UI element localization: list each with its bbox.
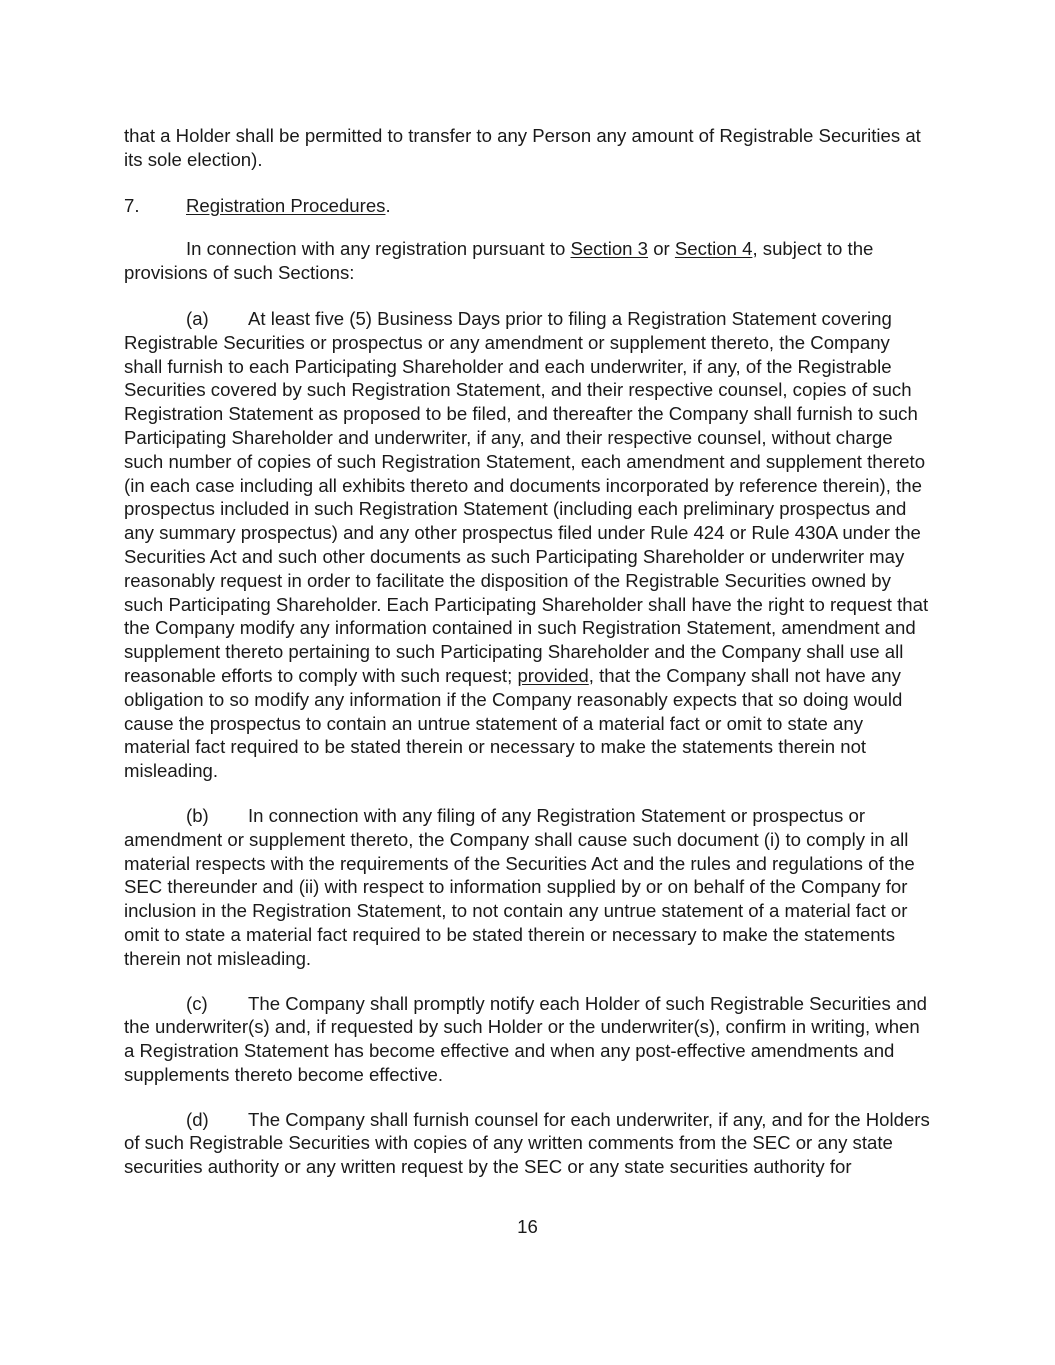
continuation-paragraph: that a Holder shall be permitted to transfer to any Person any amount of Registrable Securities at its sole election). — [124, 125, 921, 170]
intro-text-3: , subject to the provisions of such Sections: — [124, 238, 874, 284]
clause-d — [124, 1108, 930, 1179]
clause-c — [124, 992, 930, 1087]
section-number: 7. — [124, 194, 140, 216]
section-heading — [124, 194, 930, 218]
clause-label: (d) — [186, 1108, 209, 1130]
clause-text: The Company shall furnish counsel for each underwriter, if any, and for the Holders of such Registrable Securities with copies of any written comments from the SEC or any state securities authority or any written request by the SEC or any state securities authority for — [124, 1108, 930, 1178]
clause-a — [124, 307, 930, 783]
clause-label: (b) — [186, 804, 209, 826]
clause-text: In connection with any filing of any Registration Statement or prospectus or amendment or supplement thereto, the Company shall cause such document (i) to comply in all material respects with the requirements of the Securities Act and the rules and regulations of the SEC thereunder and (ii) with respect to information supplied by or on behalf of the Company for inclusion in the Registration Statement, to not contain any untrue statement of a material fact or omit to state a material fact required to be stated therein or necessary to make the statements therein not misleading. — [124, 804, 915, 969]
section-3-reference: Section 3 — [570, 238, 649, 260]
clause-text: The Company shall promptly notify each Holder of such Registrable Securities and the underwriter(s) and, if requested by such Holder or the underwriter(s), confirm in writing, when a Registration Statement has become effective and when any post-effective amendments and supplements thereto become effective. — [124, 992, 928, 1085]
document-page — [124, 124, 930, 1200]
clause-b — [124, 804, 930, 971]
clause-text: At least five (5) Business Days prior to filing a Registration Statement covering Registrable Securities or prospectus or any amendment or supplement thereto, the Company shall furnish to each Participating Shareholder and each underwriter, if any, of the Registrable Securities covered by such Registration Statement, and their respective counsel, copies of such Registration Statement as proposed to be filed, and thereafter the Company shall furnish to such Participating Shareholder and underwriter, if any, and their respective counsel, without charge such number of copies of such Registration Statement, each amendment and supplement thereto (in each case including all exhibits thereto and documents incorporated by reference therein), the prospectus included in such Registration Statement (including each preliminary prospectus and any summary prospectus) and any other prospectus filed under Rule 424 or Rule 430A under the Securities Act and such other documents as such Participating Shareholder or underwriter may reasonably request in order to facilitate the disposition of the Registrable Securities owned by such Participating Shareholder. Each Participating Shareholder shall have the right to request that the Company modify any information contained in such Registration Statement, amendment and supplement thereto pertaining to such Participating Shareholder and the Company shall use all reasonable efforts to comply with such request; — [124, 307, 929, 686]
clause-label: (a) — [186, 307, 209, 329]
section-title-period: . — [385, 194, 391, 216]
intro-text-1: In connection with any registration pursuant to — [186, 238, 571, 260]
section-4-reference: Section 4 — [674, 238, 753, 260]
intro-paragraph — [124, 237, 930, 285]
proviso-term: provided — [517, 664, 589, 686]
section-title: Registration Procedures — [186, 194, 386, 216]
clause-text-continued: , that the Company shall not have any obligation to so modify any information if the Company reasonably expects that so doing would cause the prospectus to contain an untrue statement of a material fact or omit to state any material fact required to be stated therein or necessary to make the statements therein not misleading. — [124, 664, 903, 782]
intro-text-2: or — [648, 238, 675, 260]
clause-label: (c) — [186, 992, 208, 1014]
page-number: 16 — [517, 1216, 538, 1237]
